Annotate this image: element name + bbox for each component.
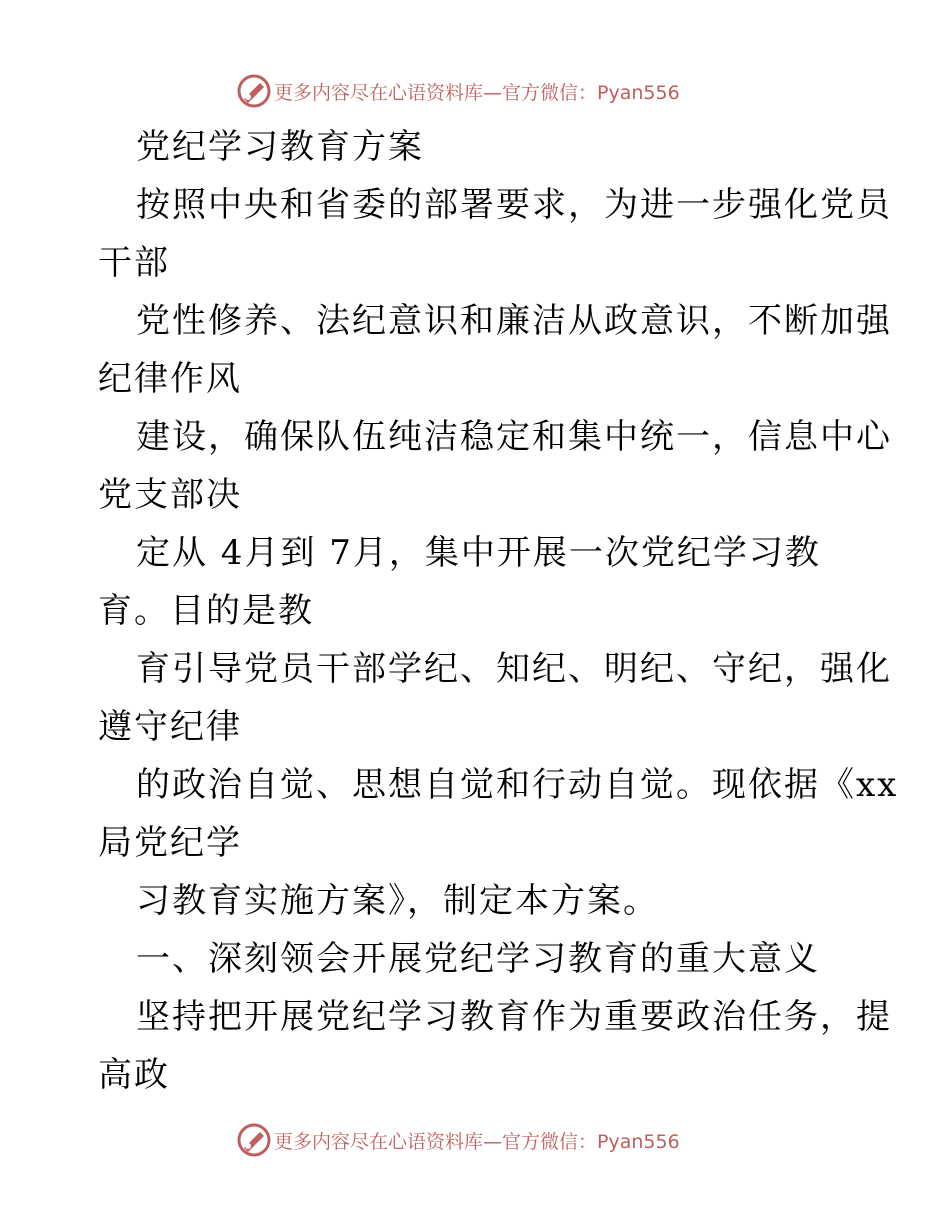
paragraph-line: 按照中央和省委的部署要求，为进一步强化党员 [136, 185, 892, 225]
header-watermark-banner [236, 73, 716, 109]
watermark-text: 更多内容尽在心语资料库—官方微信：Pyan556 [274, 1130, 680, 1153]
section-heading: 一、深刻领会开展党纪学习教育的重大意义 [136, 939, 820, 979]
watermark-text: 更多内容尽在心语资料库—官方微信：Pyan556 [274, 81, 680, 104]
paragraph-line: 育。目的是教 [98, 591, 314, 631]
paragraph-line: 坚持把开展党纪学习教育作为重要政治任务，提 [136, 997, 892, 1037]
footer-watermark-banner [236, 1122, 716, 1158]
paragraph-line: 局党纪学 [98, 823, 242, 863]
document-body [98, 118, 899, 1104]
paragraph-line: 定从 4月到 7月，集中开展一次党纪学习教 [136, 533, 821, 573]
paragraph-line: 高政 [98, 1055, 170, 1095]
pen-circle-icon [236, 73, 272, 109]
paragraph-line: 建设，确保队伍纯洁稳定和集中统一，信息中心 [136, 417, 892, 457]
paragraph-line: 干部 [98, 243, 170, 283]
document-title: 党纪学习教育方案 [136, 127, 424, 167]
pen-circle-icon [236, 1122, 272, 1158]
paragraph-line: 党性修养、法纪意识和廉洁从政意识，不断加强 [136, 301, 892, 341]
paragraph-line: 的政治自觉、思想自觉和行动自觉。现依据《xx [136, 765, 899, 805]
paragraph-line: 育引导党员干部学纪、知纪、明纪、守纪，强化 [136, 649, 892, 689]
paragraph-line: 习教育实施方案》，制定本方案。 [136, 881, 659, 921]
paragraph-line: 党支部决 [98, 475, 242, 515]
paragraph-line: 遵守纪律 [98, 707, 242, 747]
paragraph-line: 纪律作风 [98, 359, 242, 399]
